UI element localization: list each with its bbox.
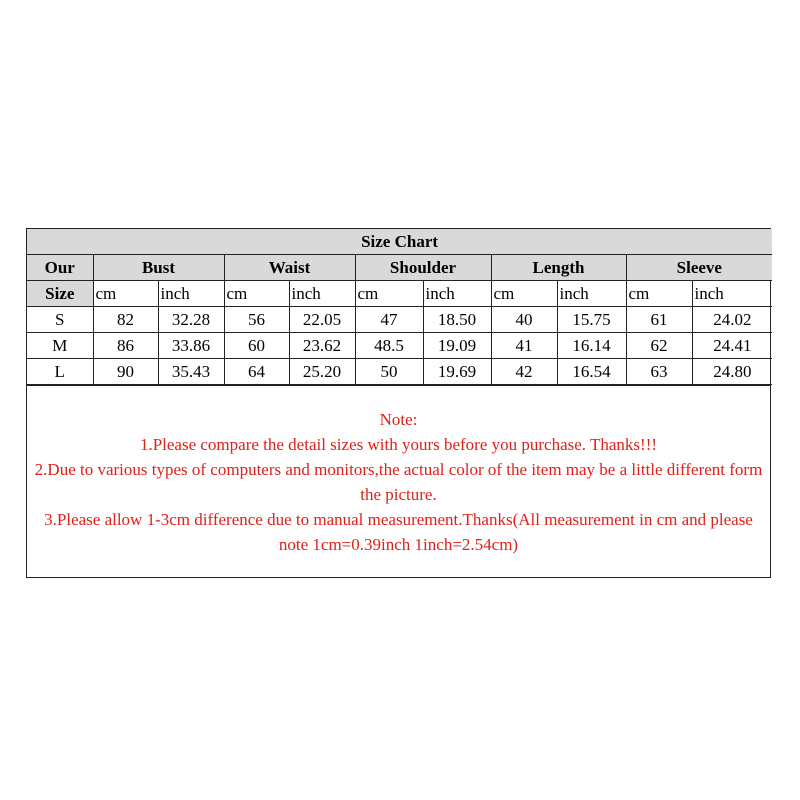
measurement-cell: 24.41 — [692, 333, 772, 359]
sleeve-cm-unit: cm — [626, 281, 692, 307]
measurement-cell: 19.09 — [423, 333, 491, 359]
measurement-cell: 90 — [93, 359, 158, 385]
measurement-cell: 24.02 — [692, 307, 772, 333]
measurement-cell: 63 — [626, 359, 692, 385]
measurement-cell: 16.14 — [557, 333, 626, 359]
bust-cm-unit: cm — [93, 281, 158, 307]
size-cell: L — [27, 359, 93, 385]
measurement-cell: 82 — [93, 307, 158, 333]
waist-header: Waist — [224, 255, 355, 281]
measurement-cell: 23.62 — [289, 333, 355, 359]
measurement-cell: 50 — [355, 359, 423, 385]
measurement-cell: 64 — [224, 359, 289, 385]
shoulder-cm-unit: cm — [355, 281, 423, 307]
measurement-cell: 16.54 — [557, 359, 626, 385]
our-size-header-bottom: Size — [27, 281, 93, 307]
measurement-cell: 61 — [626, 307, 692, 333]
table-row — [27, 333, 772, 359]
measurement-cell: 25.20 — [289, 359, 355, 385]
measurement-cell: 19.69 — [423, 359, 491, 385]
sleeve-header: Sleeve — [626, 255, 772, 281]
note-line-2: 2.Due to various types of computers and monitors,the actual color of the item may be a little different form the picture. — [34, 459, 763, 504]
length-inch-unit: inch — [557, 281, 626, 307]
shoulder-inch-unit: inch — [423, 281, 491, 307]
measurement-cell: 86 — [93, 333, 158, 359]
measurement-cell: 41 — [491, 333, 557, 359]
measurement-cell: 47 — [355, 307, 423, 333]
waist-inch-unit: inch — [289, 281, 355, 307]
length-header: Length — [491, 255, 626, 281]
our-size-header-top: Our — [27, 255, 93, 281]
title-row — [27, 229, 772, 255]
measurement-cell: 48.5 — [355, 333, 423, 359]
group-header-row — [27, 255, 772, 281]
measurement-cell: 33.86 — [158, 333, 224, 359]
measurement-cell: 24.80 — [692, 359, 772, 385]
measurement-cell: 56 — [224, 307, 289, 333]
measurement-cell: 62 — [626, 333, 692, 359]
shoulder-header: Shoulder — [355, 255, 491, 281]
bust-inch-unit: inch — [158, 281, 224, 307]
size-cell: S — [27, 307, 93, 333]
measurement-cell: 22.05 — [289, 307, 355, 333]
size-chart-body — [27, 229, 772, 385]
measurement-cell: 15.75 — [557, 307, 626, 333]
note-line-3: 3.Please allow 1-3cm difference due to manual measurement.Thanks(All measurement in cm and please note 1cm=0.39inch 1inch=2.54cm) — [44, 509, 753, 554]
chart-title: Size Chart — [27, 229, 772, 255]
waist-cm-unit: cm — [224, 281, 289, 307]
unit-header-row — [27, 281, 772, 307]
table-row — [27, 307, 772, 333]
table-row — [27, 359, 772, 385]
size-cell: M — [27, 333, 93, 359]
sleeve-inch-unit: inch — [692, 281, 772, 307]
note-heading: Note: — [379, 409, 418, 429]
length-cm-unit: cm — [491, 281, 557, 307]
bust-header: Bust — [93, 255, 224, 281]
measurement-cell: 60 — [224, 333, 289, 359]
measurement-cell: 35.43 — [158, 359, 224, 385]
size-chart — [26, 228, 771, 578]
size-chart-table — [27, 229, 772, 385]
notes-section — [27, 385, 770, 577]
measurement-cell: 32.28 — [158, 307, 224, 333]
measurement-cell: 40 — [491, 307, 557, 333]
note-line-1: 1.Please compare the detail sizes with yours before you purchase. Thanks!!! — [139, 434, 658, 454]
measurement-cell: 18.50 — [423, 307, 491, 333]
measurement-cell: 42 — [491, 359, 557, 385]
